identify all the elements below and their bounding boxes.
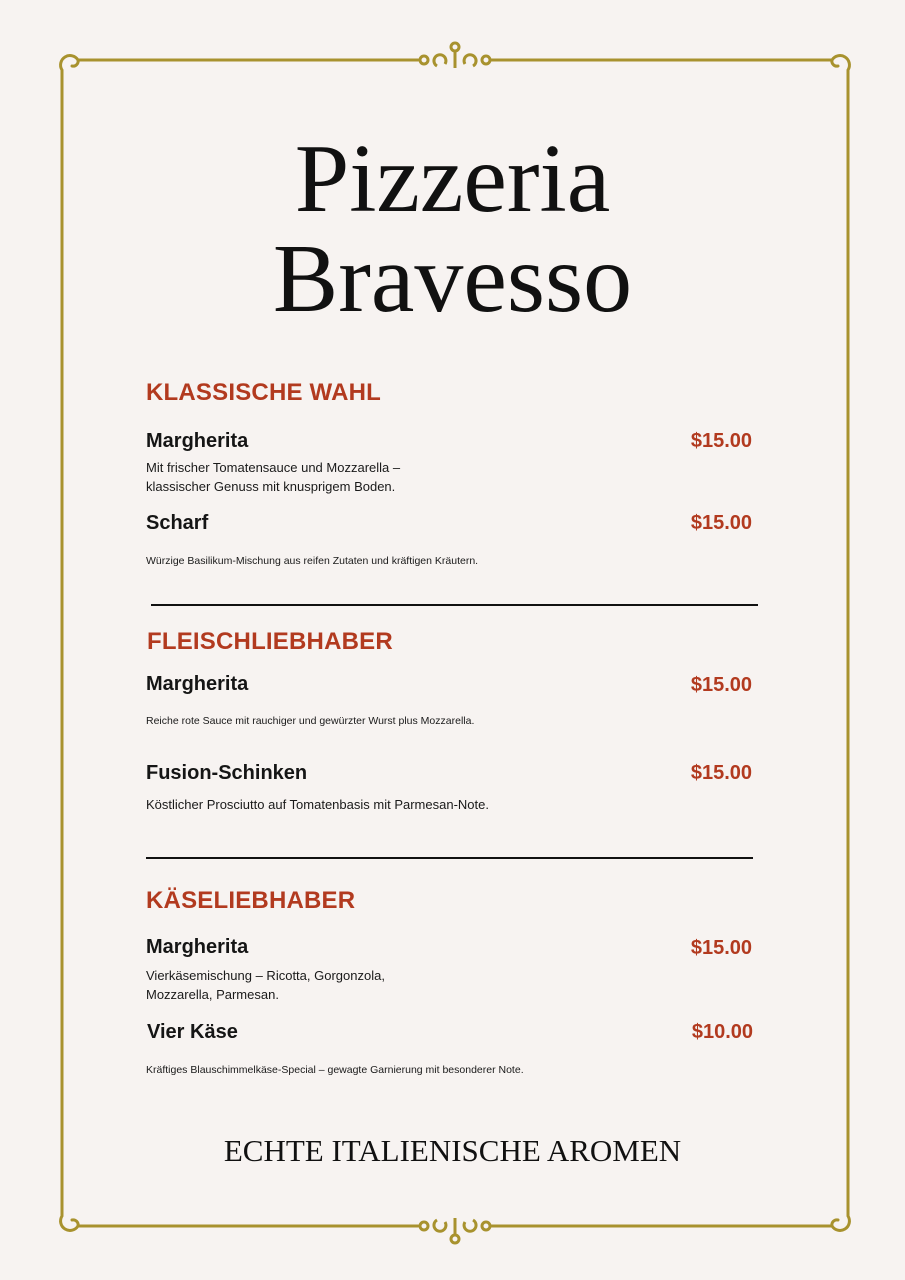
- item-description: Würzige Basilikum-Mischung aus reifen Zutaten und kräftigen Kräutern.: [146, 555, 479, 567]
- bottom-ornament: [420, 1218, 490, 1243]
- item-description: klassischer Genuss mit knusprigem Boden.: [146, 479, 396, 494]
- section-heading: KLASSISCHE WAHL: [146, 379, 382, 406]
- item-price: $15.00: [690, 512, 752, 534]
- item-name: Margherita: [146, 430, 249, 452]
- item-price: $10.00: [691, 1021, 753, 1043]
- restaurant-name-line2: Bravesso: [272, 225, 633, 333]
- item-name: Fusion-Schinken: [146, 762, 308, 784]
- item-description: Kräftiges Blauschimmelkäse-Special – gewagte Garnierung mit besonderer Note.: [146, 1064, 524, 1076]
- item-price: $15.00: [690, 430, 752, 452]
- section-heading: FLEISCHLIEBHABER: [147, 628, 393, 655]
- item-description: Mozzarella, Parmesan.: [146, 987, 279, 1002]
- item-price: $15.00: [690, 674, 752, 696]
- item-description: Reiche rote Sauce mit rauchiger und gewürzter Wurst plus Mozzarella.: [146, 715, 475, 727]
- footer-tagline: ECHTE ITALIENISCHE AROMEN: [223, 1133, 682, 1168]
- item-name: Margherita: [146, 936, 249, 958]
- item-name: Scharf: [146, 512, 209, 534]
- top-ornament: [420, 43, 490, 68]
- item-name: Margherita: [146, 673, 249, 695]
- item-description: Vierkäsemischung – Ricotta, Gorgonzola,: [146, 968, 385, 983]
- section-heading: KÄSELIEBHABER: [146, 887, 356, 914]
- item-name: Vier Käse: [147, 1021, 238, 1043]
- divider: [146, 857, 753, 859]
- restaurant-name-line1: Pizzeria: [294, 125, 611, 233]
- item-description: Köstlicher Prosciutto auf Tomatenbasis mit Parmesan-Note.: [146, 797, 489, 812]
- item-price: $15.00: [690, 937, 752, 959]
- item-description: Mit frischer Tomatensauce und Mozzarella –: [146, 460, 401, 475]
- item-price: $15.00: [690, 762, 752, 784]
- divider: [151, 604, 758, 606]
